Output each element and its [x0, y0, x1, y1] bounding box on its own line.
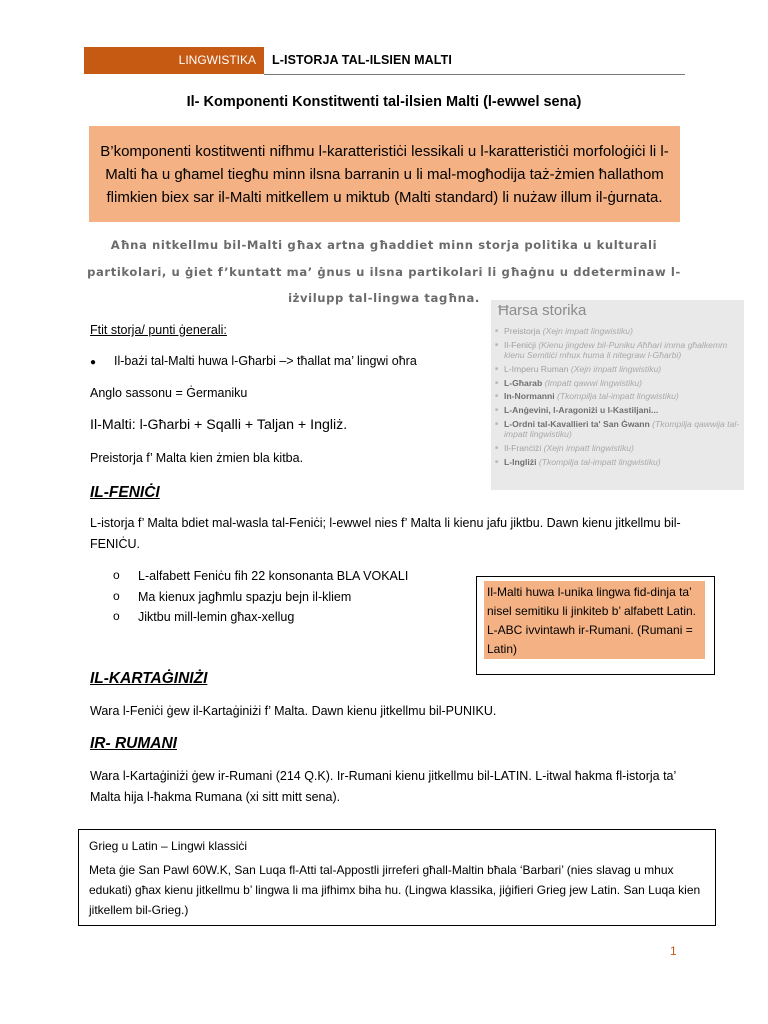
page-number: 1	[670, 944, 677, 958]
page-title: Il- Komponenti Konstitwenti tal-ilsien Malti (l-ewwel sena)	[186, 94, 582, 110]
slide-item-main: Preistorja	[504, 326, 541, 336]
section-heading-rumani: IR- RUMANI	[90, 735, 177, 752]
bullet-item	[90, 354, 417, 368]
list-item: o L-alfabett Feniċu fih 22 konsonanta BLA VOKALI	[113, 566, 408, 587]
intro-box	[89, 126, 680, 222]
formula-line: Il-Malti: l-Għarbi + Sqalli + Taljan + Ingliż.	[90, 417, 348, 433]
box-title: Grieg u Latin – Lingwi klassiċi	[89, 839, 248, 853]
preistorja-line: Preistorja f’ Malta kien żmien bla kitba.	[90, 451, 304, 465]
list-item: o Ma kienux jagħmlu spazju bejn il-kliem	[113, 587, 408, 608]
bullet-text: Il-bażi tal-Malti huwa l-Għarbi –> tħallat ma’ lingwi oħra	[114, 354, 417, 368]
slide-item-note: (Impatt qawwi lingwistiku)	[542, 377, 643, 388]
slide-item-note: (Tkompilja tal-impatt lingwistiku)	[554, 391, 679, 402]
header-divider	[264, 74, 685, 75]
slide-item-main: L-Ingliżi	[504, 456, 537, 467]
slide-list-item	[495, 378, 743, 389]
classical-languages-box	[78, 829, 716, 926]
rumani-paragraph: Wara l-Kartaġiniżi ġew ir-Rumani (214 Q.K). Ir-Rumani kienu jitkellmu bil-LATIN. L-itwal ħakma fl-istorja ta’ Malta hija l-ħakma Rumana (xi sitt mitt sena).	[90, 769, 676, 804]
bullet-dot: ●	[90, 357, 97, 368]
slide-list-item	[495, 391, 743, 402]
section-subtitle: Ftit storja/ punti ġenerali:	[90, 323, 227, 337]
slide-item-note: (Xejn impatt lingwistiku)	[568, 363, 662, 374]
slide-item-note: (Xejn impatt lingwistiku)	[541, 442, 634, 453]
slide-item-main: L-Għarab	[504, 377, 543, 388]
slide-item-note: (Tkompilja tal-impatt lingwistiku)	[536, 456, 661, 467]
history-slide-image	[491, 300, 744, 490]
slide-item-main: Il-Franċiżi	[504, 442, 542, 453]
slide-list-item	[495, 457, 743, 468]
slide-list-item	[495, 419, 743, 440]
slide-item-note: (Kienu jingdew bil-Puniku Aħħari imma għalkemm kienu Semitiċi mhux huma li nitegraw l-Għarbi)	[504, 339, 728, 361]
slide-list-item	[495, 340, 743, 361]
fenici-paragraph: L-istorja f’ Malta bdiet mal-wasla tal-Feniċi; l-ewwel nies f’ Malta li kienu jafu jiktbu. Dawn kienu jitkellmu bil-FENIĊU.	[90, 516, 681, 551]
slide-list-item	[495, 326, 743, 337]
slide-list-item	[495, 364, 743, 375]
header-tag: LINGWISTIKA	[84, 47, 264, 74]
slide-title: Ħarsa storika	[498, 302, 587, 319]
slide-list-item	[495, 405, 743, 416]
section-heading-fenici: IL-FENIĊI	[90, 484, 160, 501]
slide-item-main: L-Anġevini, l-Aragoniżi u l-Kastiljani...	[504, 404, 659, 415]
slide-item-main: L-Imperu Ruman	[504, 363, 569, 374]
list-item: o Jiktbu mill-lemin għax-xellug	[113, 607, 408, 628]
history-summary: Aħna nitkellmu bil-Malti għax artna għaddiet minn storja politika u kulturali partikolari, u ġiet f’kuntatt ma’ ġnus u ilsna partikolari li għaġnu u ddeterminaw l-iżvilupp tal-lingwa tagħna.	[87, 238, 681, 305]
slide-list-item	[495, 443, 743, 454]
slide-item-note: (Xejn impatt lingwistiku)	[540, 326, 633, 336]
header-title: L-ISTORJA TAL-ILSIEN MALTI	[272, 53, 452, 67]
slide-item-note: (Tkompilja qawwija tal-impatt lingwistiku)	[504, 418, 740, 440]
intro-box-text: B’komponenti kostitwenti nifhmu l-karatteristiċi lessikali u l-karatteristiċi morfoloġiċi li l-Malti ħa u għamel tiegħu minn ilsna barranin u li mal-mogħodija taż-żmien ħallathom flimkien biex sar il-Malti mitkellem u miktub (Malti standard) li nużaw illum il-ġurnata.	[100, 142, 669, 206]
kartaginizi-paragraph: Wara l-Feniċi ġew il-Kartaġiniżi f’ Malta. Dawn kienu jitkellmu bil-PUNIKU.	[90, 704, 497, 718]
slide-item-main: Il-Feniċji	[504, 339, 536, 350]
section-heading-kartaginizi: IL-KARTAĠINIŻI	[90, 670, 208, 687]
fenici-list	[113, 566, 408, 628]
note-box: Il-Malti huwa l-unika lingwa fid-dinja ta’ nisel semitiku li jinkiteb b’ alfabett Latin. L-ABC ivvintawh ir-Rumani. (Rumani = Latin)	[484, 581, 705, 659]
slide-list	[495, 326, 743, 470]
slide-item-main: L-Ordni tal-Kavallieri ta' San Ġwann	[504, 418, 650, 429]
box-text: Meta ġie San Pawl 60W.K, San Luqa fl-Atti tal-Appostli jirreferi għall-Maltin bħala ‘Barbari’ (nies slavag u mhux edukati) għax kienu jitkellmu b’ lingwa li ma jifhimx biha hu. (Lingwa klassika, jiġifieri Grieg jew Latin. San Luqa kien jitkellem bil-Grieg.)	[89, 863, 701, 917]
anglo-line: Anglo sassonu = Ġermaniku	[90, 386, 248, 400]
slide-item-main: In-Normanni	[504, 391, 555, 402]
